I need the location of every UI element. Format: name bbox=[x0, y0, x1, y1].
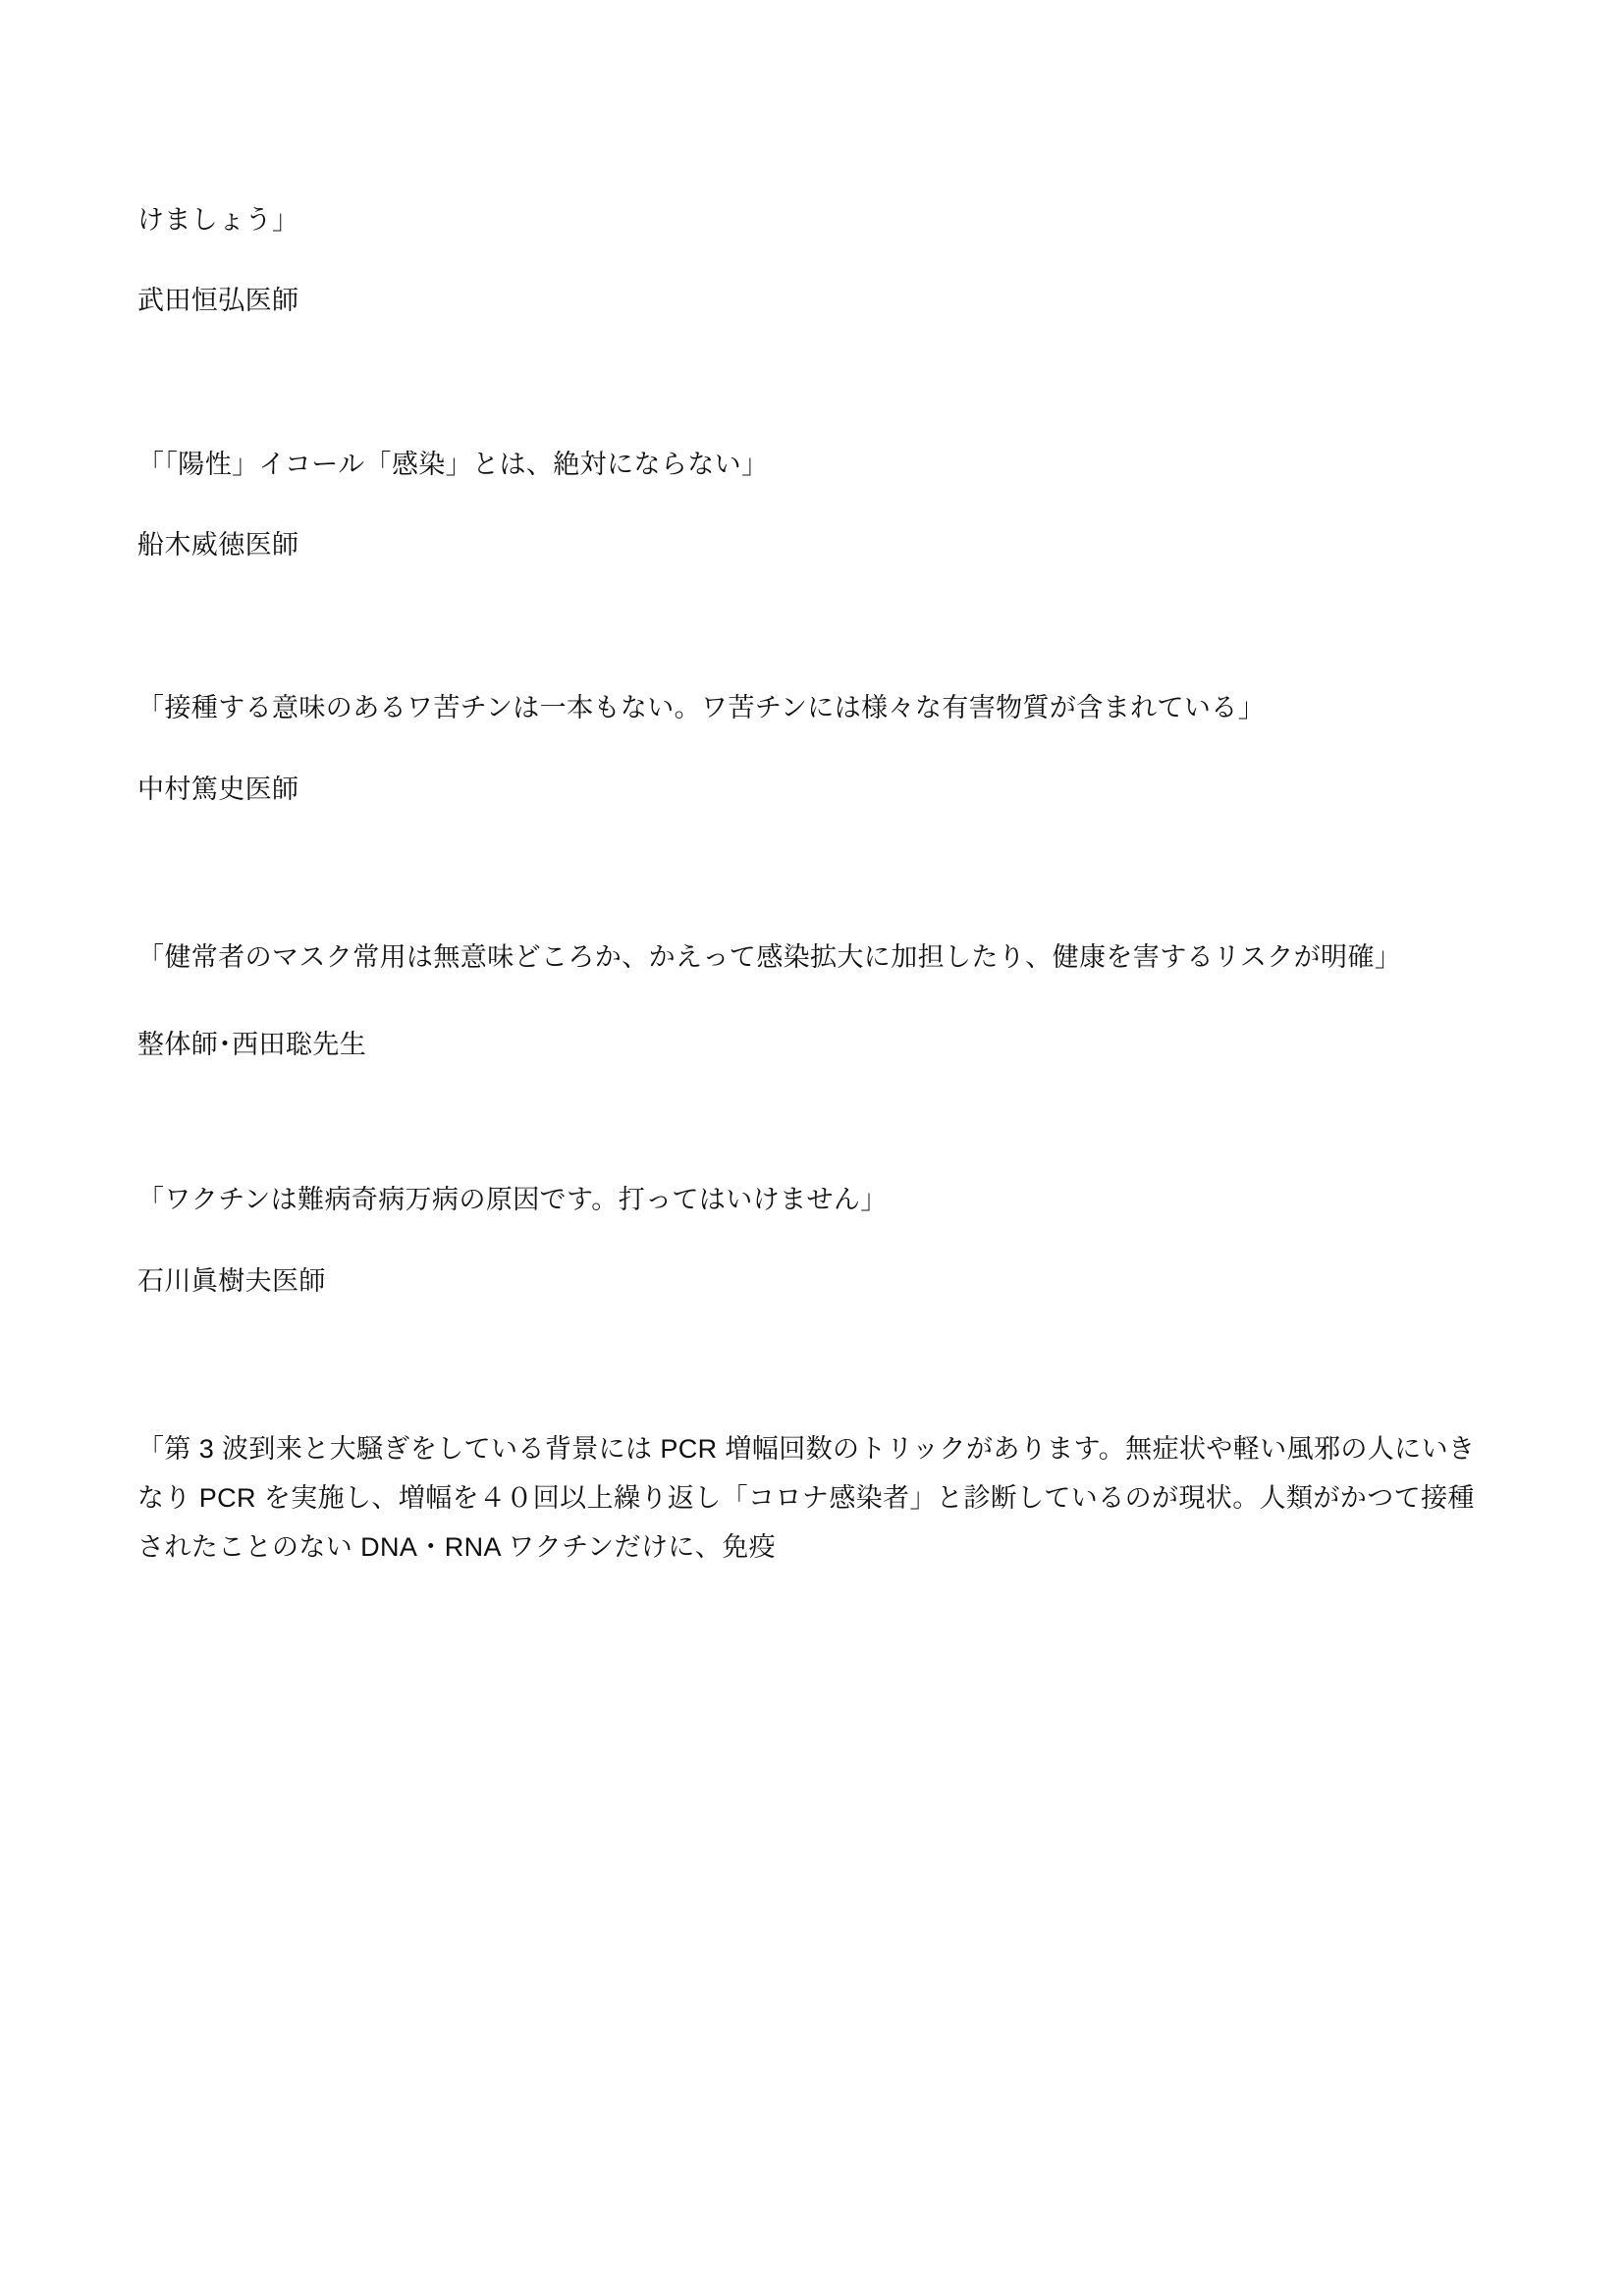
quote-text: 「接種する意味のあるワ苦チンは一本もない。ワ苦チンには様々な有害物質が含まれている」 bbox=[137, 693, 1266, 723]
quote-block bbox=[137, 446, 1492, 564]
quote-attribution: 船木威徳医師 bbox=[137, 529, 299, 560]
quote-block bbox=[137, 201, 1492, 320]
quote-attribution: 中村篤史医師 bbox=[137, 774, 299, 804]
quote-text: けましょう」 bbox=[137, 205, 299, 235]
quote-block bbox=[137, 1181, 1492, 1300]
quote-block bbox=[137, 934, 1492, 1063]
quote-text: 「「陽性」イコール「感染」とは、絶対にならない」 bbox=[137, 449, 769, 479]
quote-attribution: 整体師･西田聡先生 bbox=[137, 1029, 367, 1059]
quote-text: 「ワクチンは難病奇病万病の原因です。打ってはいけません」 bbox=[137, 1185, 888, 1215]
quote-block bbox=[137, 689, 1492, 808]
closing-paragraph: 「第 3 波到来と大騒ぎをしている背景には PCR 増幅回数のトリックがあります。無症状や軽い風邪の人にいきなり PCR を実施し、増幅を４０回以上繰り返し「コロナ感染者」と診断しているのが現状。人類がかつて接種されたことのない DNA・RNA ワクチンだけに、免疫 bbox=[137, 1433, 1476, 1562]
quote-attribution: 武田恒弘医師 bbox=[137, 286, 299, 316]
quote-text: 「健常者のマスク常用は無意味どころか、かえって感染拡大に加担したり、健康を害するリスクが明確」 bbox=[137, 941, 1402, 972]
quote-attribution: 石川眞樹夫医師 bbox=[137, 1265, 326, 1296]
document-body bbox=[137, 201, 1492, 1573]
